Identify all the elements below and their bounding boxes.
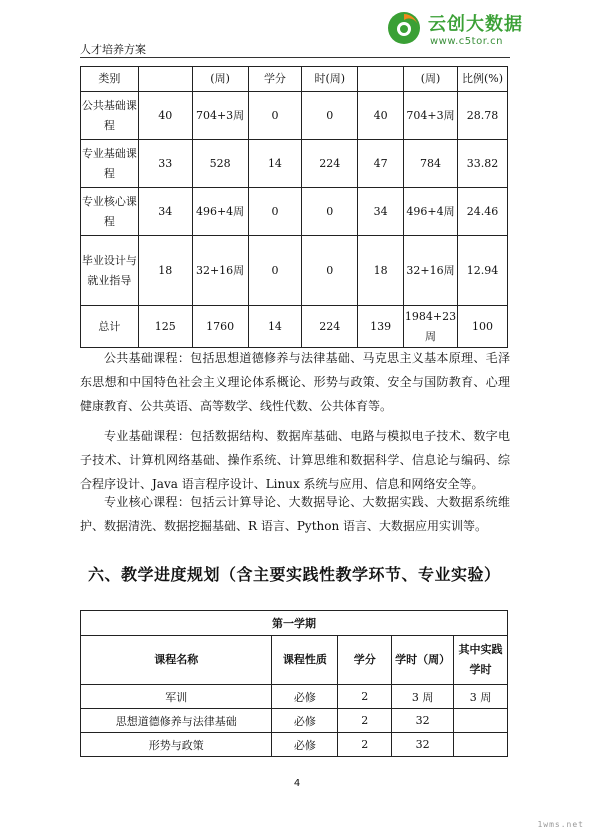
table-cell: 0 [302, 92, 358, 140]
table-cell: 12.94 [458, 236, 508, 306]
course-practice [454, 733, 508, 757]
table-row [81, 140, 508, 188]
schedule-header-row [81, 636, 508, 685]
course-name: 形势与政策 [81, 733, 272, 757]
table-row [81, 188, 508, 236]
table-cell: 1760 [192, 306, 248, 348]
header-cell: (周) [192, 67, 248, 92]
document-title: 人才培养方案 [80, 43, 146, 56]
table-cell: 34 [358, 188, 404, 236]
category-cell: 公共基础课程 [81, 92, 139, 140]
major-basic-courses-paragraph: 专业基础课程：包括数据结构、数据库基础、电路与模拟电子技术、数字电子技术、计算机网络基础、操作系统、计算思维和数据科学、信息论与编码、综合程序设计、Java 语言程序设计、Linux 系统与应用、信息和网络安全等。 [80, 429, 510, 491]
table-cell: 139 [358, 306, 404, 348]
table-cell: 40 [358, 92, 404, 140]
table-cell: 18 [358, 236, 404, 306]
header-cell [358, 67, 404, 92]
table-row [81, 92, 508, 140]
table-row [81, 236, 508, 306]
table-cell: 496+4周 [192, 188, 248, 236]
table-cell: 0 [302, 236, 358, 306]
course-credit: 2 [338, 733, 392, 757]
category-cell: 专业基础课程 [81, 140, 139, 188]
table-cell: 32+16周 [192, 236, 248, 306]
company-logo [386, 8, 526, 56]
header-cell: 比例(%) [458, 67, 508, 92]
table-cell: 14 [248, 306, 302, 348]
header-cell [138, 67, 192, 92]
header-cell: 学分 [248, 67, 302, 92]
course-hours: 32 [392, 709, 454, 733]
table-cell: 0 [302, 188, 358, 236]
course-type: 必修 [272, 685, 338, 709]
header-course-type: 课程性质 [272, 636, 338, 685]
table-row-total [81, 306, 508, 348]
header-cell: 时(周) [302, 67, 358, 92]
table-cell: 18 [138, 236, 192, 306]
logo-swirl-icon [386, 10, 422, 46]
table-cell: 14 [248, 140, 302, 188]
table-cell: 0 [248, 92, 302, 140]
course-type: 必修 [272, 709, 338, 733]
table-cell: 0 [248, 188, 302, 236]
table-cell: 47 [358, 140, 404, 188]
table-cell: 704+3周 [192, 92, 248, 140]
table-cell: 704+3周 [404, 92, 458, 140]
credit-summary-table [80, 66, 508, 348]
table-cell: 125 [138, 306, 192, 348]
table-header-row [81, 67, 508, 92]
public-basic-courses-paragraph: 公共基础课程：包括思想道德修养与法律基础、马克思主义基本原理、毛泽东思想和中国特色社会主义理论体系概论、形势与政策、安全与国防教育、心理健康教育、公共英语、高等数学、线性代数、公共体育等。 [80, 351, 510, 413]
table-cell: 0 [248, 236, 302, 306]
category-cell: 总计 [81, 306, 139, 348]
course-practice: 3 周 [454, 685, 508, 709]
header-cell: 类别 [81, 67, 139, 92]
logo-url: www.c5tor.cn [430, 36, 503, 47]
table-row [81, 709, 508, 733]
table-cell: 24.46 [458, 188, 508, 236]
header-cell: (周) [404, 67, 458, 92]
course-credit: 2 [338, 709, 392, 733]
table-cell: 40 [138, 92, 192, 140]
page-number: 4 [293, 778, 301, 789]
major-core-courses-paragraph: 专业核心课程：包括云计算导论、大数据导论、大数据实践、大数据系统维护、数据清洗、数据挖掘基础、R 语言、Python 语言、大数据应用实训等。 [80, 495, 510, 533]
page-header [0, 0, 594, 62]
course-name: 思想道德修养与法律基础 [81, 709, 272, 733]
section-heading: 六、教学进度规划（含主要实践性教学环节、专业实验） [88, 565, 501, 584]
logo-text: 云创大数据 [428, 14, 523, 35]
course-hours: 32 [392, 733, 454, 757]
table-row [81, 685, 508, 709]
schedule-table [80, 610, 508, 757]
watermark: 1wms.net [537, 820, 584, 829]
table-cell: 100 [458, 306, 508, 348]
table-cell: 28.78 [458, 92, 508, 140]
course-type: 必修 [272, 733, 338, 757]
header-divider [80, 57, 510, 58]
table-cell: 224 [302, 140, 358, 188]
header-credit: 学分 [338, 636, 392, 685]
table-cell: 32+16周 [404, 236, 458, 306]
course-practice [454, 709, 508, 733]
table-cell: 33 [138, 140, 192, 188]
course-hours: 3 周 [392, 685, 454, 709]
header-practice: 其中实践学时 [454, 636, 508, 685]
semester-row [81, 611, 508, 636]
table-cell: 496+4周 [404, 188, 458, 236]
table-cell: 34 [138, 188, 192, 236]
table-cell: 784 [404, 140, 458, 188]
header-hours: 学时（周） [392, 636, 454, 685]
table-row [81, 733, 508, 757]
course-credit: 2 [338, 685, 392, 709]
header-course-name: 课程名称 [81, 636, 272, 685]
semester-title: 第一学期 [81, 611, 508, 636]
category-cell: 毕业设计与就业指导 [81, 236, 139, 306]
table-cell: 33.82 [458, 140, 508, 188]
table-cell: 224 [302, 306, 358, 348]
table-cell: 1984+23周 [404, 306, 458, 348]
course-name: 军训 [81, 685, 272, 709]
table-cell: 528 [192, 140, 248, 188]
category-cell: 专业核心课程 [81, 188, 139, 236]
